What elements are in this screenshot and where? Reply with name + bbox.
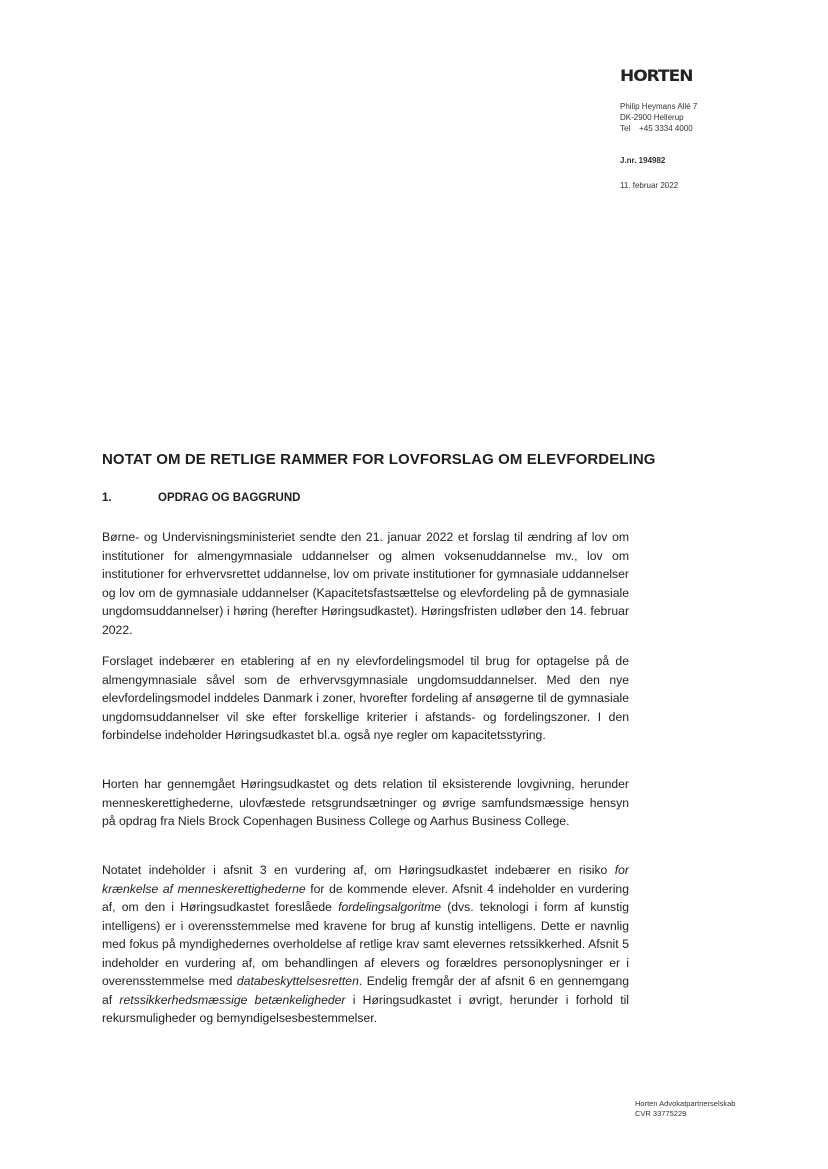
footer-company: Horten Advokatpartnerselskab [635, 1099, 736, 1108]
footer-cvr: CVR 33775229 [635, 1109, 687, 1118]
emphasis-text: retssikkerhedsmæssige betænkeligheder [119, 992, 346, 1007]
section-title: OPDRAG OG BAGGRUND [158, 492, 301, 504]
text-run: Notatet indeholder i afsnit 3 en vurdering af, om Høringsudkastet indebærer en risiko [102, 863, 615, 877]
text-run: for de kommende elever. Afsnit 4 indeholder en vurdering af, om den i Høringsudkastet foreslåede [102, 881, 629, 914]
address-line: Philip Heymans Allé 7 [620, 102, 698, 111]
paragraph-2: Forslaget indebærer en etablering af en ny elevfordelingsmodel til brug for optagelse på de almengymnasiale såvel som de erhvervsgymnasiale ungdomsuddannelser. Med den nye elevfordelingsmodel inddeles Danmark i zoner, hvorefter fordeling af ansøgerne til de gymnasiale ungdomsuddannelser vil ske efter forskellige kriterier i afstands- og fordelingszoner. I den forbindelse indeholder Høringsudkastet bl.a. også nye regler om kapacitetsstyring. [102, 654, 629, 742]
phone-line: Tel +45 3334 4000 [620, 124, 693, 133]
letterhead-address [620, 101, 697, 134]
paragraph-1: Børne- og Undervisningsministeriet sendte den 21. januar 2022 et forslag til ændring af lov om institutioner for almengymnasiale uddannelser og almen voksenuddannelse mv., lov om institutioner for erhvervsrettet uddannelse, lov om private institutioner for gymnasiale uddannelser og lov om de gymnasiale uddannelser (Kapacitetsfastsættelse og elevfordeling på de gymnasiale ungdomsuddannelser) i høring (herefter Høringsudkastet). Høringsfristen udløber den 14. februar 2022. [102, 530, 629, 637]
document-date: 11. februar 2022 [620, 181, 679, 190]
emphasis-text: databeskyttelsesretten [236, 974, 359, 988]
text-run: i Høringsudkastet i øvrigt, herunder i forhold til rekursmuligheder og bemyndigelsesbestemmelser. [102, 992, 629, 1025]
horten-logo: HORTEN [620, 66, 693, 86]
footer [635, 1099, 735, 1119]
document-title: NOTAT OM DE RETLIGE RAMMER FOR LOVFORSLAG OM ELEVFORDELING [102, 451, 656, 468]
emphasis-text: for krænkelse af menneskerettighederne [102, 863, 629, 896]
paragraph-3: Horten har gennemgået Høringsudkastet og dets relation til eksisterende lovgivning, herunder menneskerettighederne, ulovfæstede retsgrundsætninger og øvrige samfundsmæssige hensyn på opdrag fra Niels Brock Copenhagen Business College og Aarhus Business College. [102, 777, 629, 828]
emphasis-text: fordelingsalgoritme [338, 900, 442, 914]
section-heading [102, 492, 300, 504]
address-line: DK-2900 Hellerup [620, 113, 684, 122]
text-run: . Endelig fremgår der af afsnit 6 en gennemgang af [102, 974, 629, 1007]
journal-number: J.nr. 194982 [620, 156, 666, 165]
text-run: (dvs. teknologi i form af kunstig intelligens) er i overensstemmelse med kravene for brug af kunstig intelligens. Dette er navnlig med fokus på myndighedernes overholdelse af retlige krav samt elevernes retssikkerhed. Afsnit 5 indeholder en vurdering af, om behandlingen af elevers og forældres personoplysninger er i overensstemmelse med [102, 900, 629, 988]
section-number: 1. [102, 492, 112, 504]
paragraph-4 [102, 861, 629, 1028]
